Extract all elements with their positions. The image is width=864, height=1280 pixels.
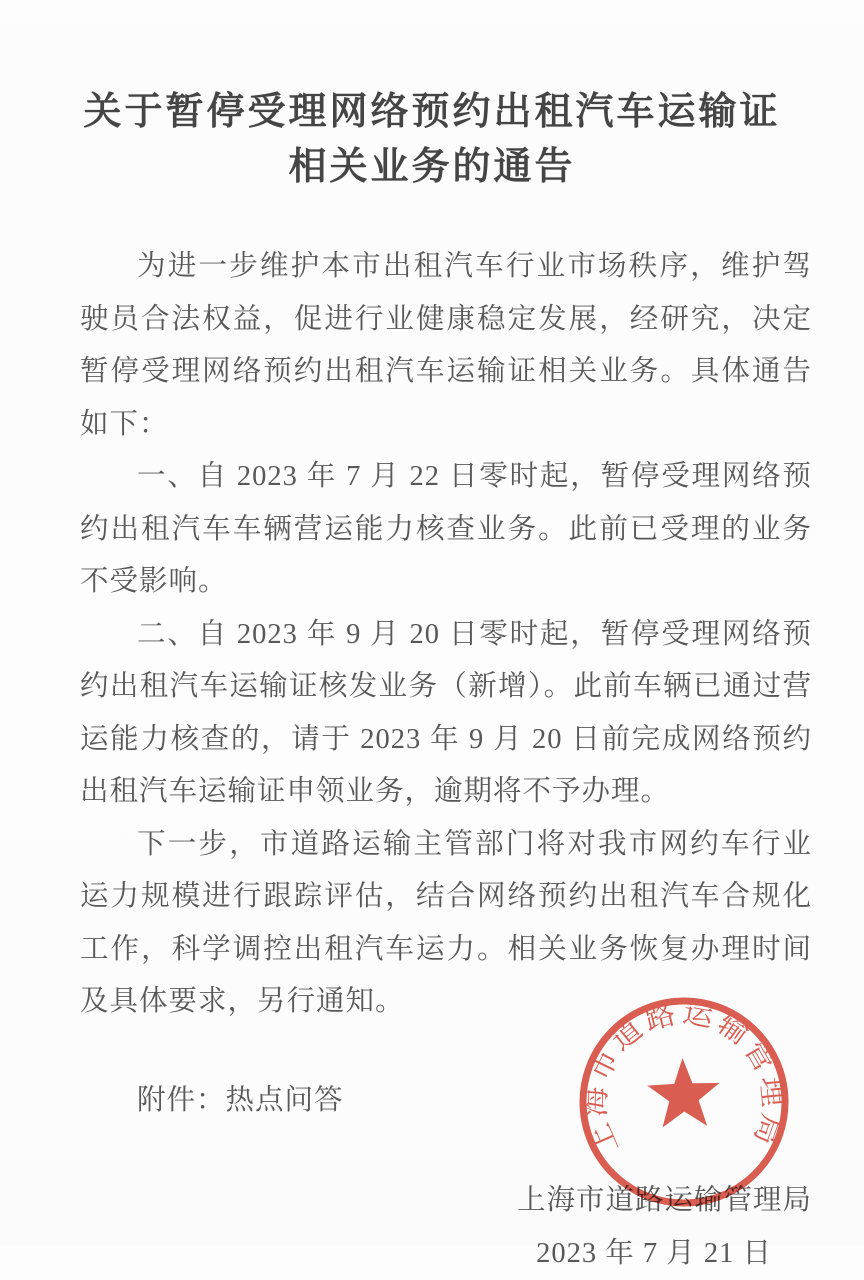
- issue-date: 2023 年 7 月 21 日: [536, 1237, 772, 1269]
- document-body: [80, 241, 812, 1029]
- document-title-line1: 关于暂停受理网络预约出租汽车运输证: [83, 91, 781, 134]
- document-title-line2: 相关业务的通告: [288, 146, 576, 189]
- signature-block: [0, 1175, 864, 1280]
- document-title: [0, 25, 864, 195]
- paragraph-item-1: 一、自 2023 年 7 月 22 日零时起，暂停受理网络预约出租汽车车辆营运能力核查业务。此前已受理的业务不受影响。: [80, 461, 812, 598]
- attachment-line: 附件：热点问答: [137, 1084, 344, 1116]
- notice-document-page: [0, 25, 864, 1269]
- seal-arc-text: 上海市道路运输管理局: [578, 996, 790, 1160]
- paragraph-intro: 为进一步维护本市出租汽车行业市场秩序，维护驾驶员合法权益，促进行业健康稳定发展，经研究，决定暂停受理网络预约出租汽车运输证相关业务。具体通告如下：: [80, 251, 812, 440]
- paragraph-item-2: 二、自 2023 年 9 月 20 日零时起，暂停受理网络预约出租汽车运输证核发业务（新增）。此前车辆已通过营运能力核查的，请于 2023 年 9 月 20 日前完成网络预约出租汽车运输证申领业务，逾期将不予办理。: [80, 618, 812, 808]
- paragraph-closing: 下一步，市道路运输主管部门将对我市网约车行业运力规模进行跟踪评估，结合网络预约出租汽车合规化工作，科学调控出租汽车运力。相关业务恢复办理时间及具体要求，另行通知。: [80, 828, 812, 1018]
- issuer-name: 上海市道路运输管理局: [516, 1185, 812, 1217]
